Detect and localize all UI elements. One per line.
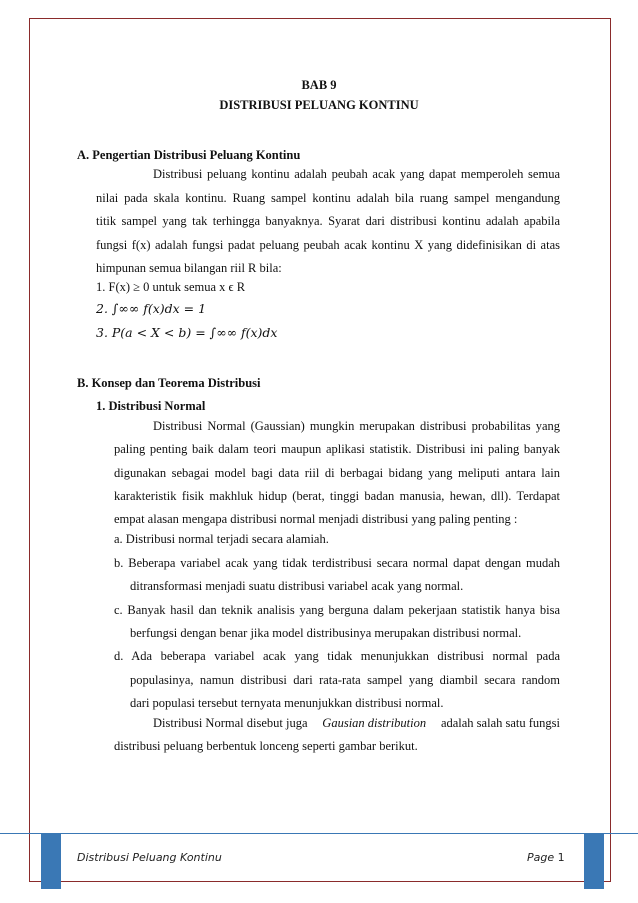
closing-pre: Distribusi Normal disebut juga <box>153 716 311 730</box>
chapter-title: DISTRIBUSI PELUANG KONTINU <box>219 98 419 112</box>
reason-item-b-cont: ditransformasi menjadi suatu distribusi variabel acak yang normal. <box>130 579 464 593</box>
reason-item-d-cont: populasinya, namun distribusi dari rata-rata sampel yang diambil secara random <box>130 673 560 687</box>
reason-item-c: c. Banyak hasil dan teknik analisis yang berguna dalam pekerjaan statistik hanya bisa <box>114 603 560 617</box>
section-b-para-line: digunakan sebagai model bagi data riil di berbagai bidang yang meliputi antara lain <box>114 466 560 480</box>
reason-item-c-cont: berfungsi dengan benar jika model distribusinya merupakan distribusi normal. <box>130 626 522 640</box>
closing-line-2: distribusi peluang berbentuk lonceng seperti gambar berikut. <box>114 739 418 753</box>
section-a-para-line: nilai pada skala kontinu. Ruang sampel kontinu adalah bila ruang sampel mengandung <box>96 191 560 205</box>
reason-item-b: b. Beberapa variabel acak yang tidak terdistribusi secara normal dapat dengan mudah <box>114 556 560 570</box>
section-a-para-line: Distribusi peluang kontinu adalah peubah acak yang dapat memperoleh semua <box>153 167 560 181</box>
reason-item-d-cont: dari populasi tersebut ternyata menunjukkan distribusi normal. <box>130 696 444 710</box>
footer-accent-left <box>41 833 61 889</box>
chapter-number: BAB 9 <box>301 78 337 92</box>
reason-item-d: d. Ada beberapa variabel acak yang tidak menunjukkan distribusi normal pada <box>114 649 560 663</box>
page-num: 1 <box>557 851 565 864</box>
section-a-para-line: fungsi f(x) adalah fungsi padat peluang peubah acak kontinu X yang didefinisikan di atas <box>96 238 560 252</box>
section-b-para-line: karakteristik fisik makhluk hidup (berat, tinggi badan manusia, hewan, dll). Terdapat <box>114 489 560 503</box>
section-a-heading: A. Pengertian Distribusi Peluang Kontinu <box>77 148 301 162</box>
closing-line <box>153 715 560 731</box>
section-b-heading: B. Konsep dan Teorema Distribusi <box>77 376 261 390</box>
footer-accent-right <box>584 833 604 889</box>
condition-item-2: 2. ∫∞∞ 𝑓(𝑥)𝑑𝑥 = 1 <box>96 301 207 316</box>
section-b-para-line: paling penting baik dalam teori maupun aplikasi statistik. Distribusi ini paling banyak <box>114 442 560 456</box>
page-label: Page <box>527 851 558 864</box>
closing-post: adalah salah satu fungsi <box>437 716 560 730</box>
condition-item-1: 1. F(x) ≥ 0 untuk semua x ϵ R <box>96 280 246 294</box>
footer-rule <box>0 833 638 834</box>
subsection-heading: 1. Distribusi Normal <box>96 399 206 413</box>
closing-italic: Gausian distribution <box>322 716 427 730</box>
footer-title: Distribusi Peluang Kontinu <box>77 851 222 864</box>
reason-item-a: a. Distribusi normal terjadi secara alamiah. <box>114 532 329 546</box>
page-number <box>527 851 565 864</box>
section-b-para-line: Distribusi Normal (Gaussian) mungkin merupakan distribusi probabilitas yang <box>153 419 560 433</box>
section-a-para-line: titik sampel yang tak terhingga banyaknya. Syarat dari distribusi kontinu adalah apabila <box>96 214 560 228</box>
section-b-para-line: empat alasan mengapa distribusi normal menjadi distribusi yang paling penting : <box>114 512 518 526</box>
section-a-para-line: himpunan semua bilangan riil R bila: <box>96 261 282 275</box>
condition-item-3: 3. 𝑃(𝑎 < 𝑋 < 𝑏) = ∫∞∞ 𝑓(𝑥)𝑑𝑥 <box>96 325 278 340</box>
